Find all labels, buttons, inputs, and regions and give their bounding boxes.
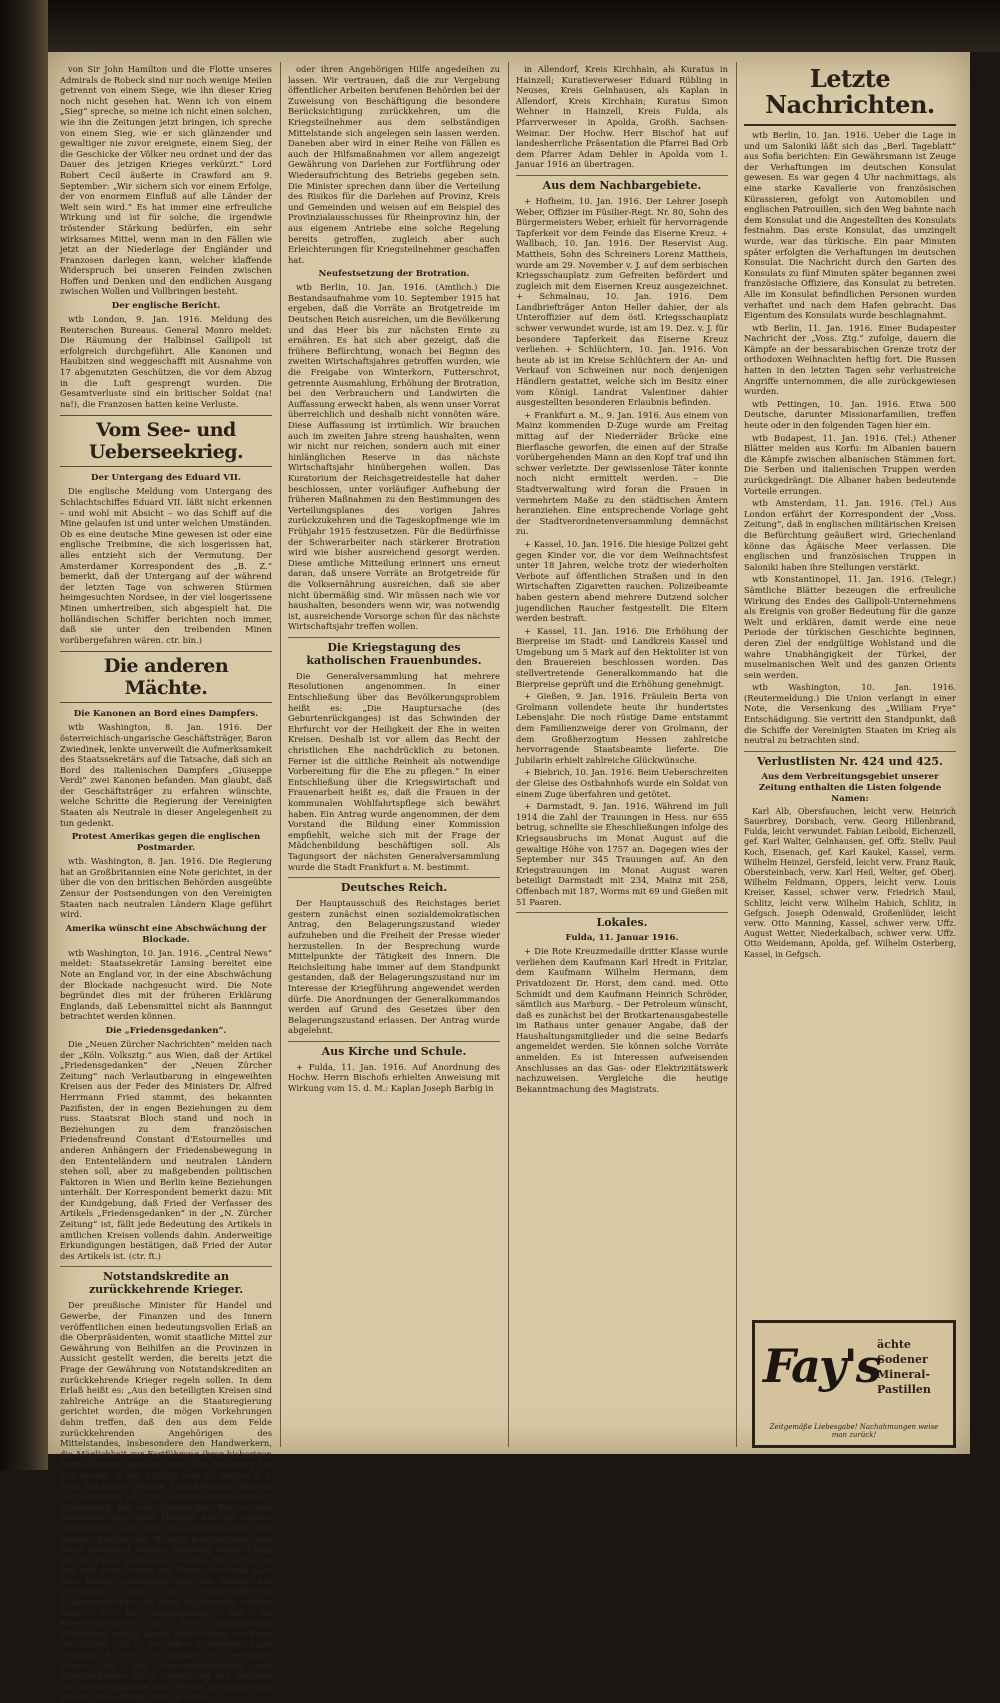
- newspaper-page: [48, 52, 970, 1703]
- advertisement-box: [752, 1320, 956, 1448]
- article-subtitle: Neufestsetzung der Brotration.: [318, 269, 470, 280]
- article-text: + Hofheim, 10. Jan. 1916. Der Lehrer Joseph Weber, Offizier im Füsilier-Regt. Nr. 80, Sohn des Bürgermeisters Weber, erhielt für hervorragende Tapferkeit vor dem Feinde das Eiserne Kreuz. + Wallbach, 10. Jan. 1916. Der Reservist Aug. Mattheis, Sohn des Schreiners Lorenz Mattheis, wurde am 29. November v. J. auf dem serbischen Kriegsschauplatz zum Gefreiten befördert und zugleich mit dem Eisernen Kreuz ausgezeichnet. + Schmalnau, 10. Jan. 1916. Dem Landbriefträger Anton Heller dahier, der als Unteroffizier auf dem östl. Kriegsschauplatz schwer verwundet wurde, ist am 19. Dez. v. J. für besondere Tapferkeit das Eiserne Kreuz verliehen. + Schlüchtern, 10. Jan. 1916. Von heute ab ist im Kreise Schlüchtern der An- und Verkauf von Schweinen nur noch denjenigen Händlern gestattet, welche sich im Besitz einer vom Königl. Landrat Valentiner dahier ausgestellten besonderen Erlaubnis befinden.: [516, 195, 728, 408]
- article-text: Die Generalversammlung hat mehrere Resolutionen angenommen. In einer Entschließung über das Bevölkerungsproblem heißt es: „Die Hauptursache (des Geburtenrückganges) ist das Schwinden der Ehrfurcht vor der Heiligkeit der Ehe in weiten Kreisen. Deshalb ist vor allem das Recht der christlichen Ehe nachdrücklich zu betonen. Ferner ist die sittliche Reinheit als notwendige Vorbereitung für die Ehe zu pflegen.“ In einer Entschließung über die Kriegswirtschaft und Frauenarbeit heißt es, daß die Frauen in der kommunalen Wohlfahrtspflege sich bewährt haben. Ein Antrag wurde angenommen, der dem Vorstand die Bildung einer Kommission empfiehlt, welche sich mit der Frage der Mädchenbildung beschäftigen soll. Als Tagungsort der nächsten Generalversammlung wurde die Stadt Frankfurt a. M. bestimmt.: [288, 670, 500, 872]
- article-text: wtb Budapest, 11. Jan. 1916. (Tel.) Athener Blätter melden aus Korfu: Im Albanien bauern die Kämpfe zwischen albanischen Stämmen fort. Die Serben und italienischen Truppen werden zurückgedrängt. Die Albaner haben bedeutende Vorteile errungen.: [744, 432, 956, 496]
- scan-edge-top: [0, 0, 1000, 52]
- ad-line: Mineral-: [877, 1368, 931, 1381]
- article-text: + Biebrich, 10. Jan. 1916. Beim Ueberschreiten der Gleise des Ostbahnhofs wurde ein Soldat von einem Zuge überfahren und getötet.: [516, 767, 728, 799]
- section-heading: Deutsches Reich.: [288, 877, 500, 894]
- article-text: wtb Konstantinopel, 11. Jan. 1916. (Telegr.) Sämtliche Blätter bezeugen die erfreuliche Wirkung des Endes des Gallipoli-Unternehmens als Ereignis von großer Bedeutung für die ganze Welt und erklären, damit werde eine neue Periode der türkischen Geschichte beginnen, deren Ziel der endgültige Wohlstand und die wahre Unabhängigkeit der Türkei, der muselmanischen Welt und des ganzen Orients sein werden.: [744, 574, 956, 680]
- ad-line: Pastillen: [877, 1383, 931, 1396]
- dateline: Fulda, 11. Januar 1916.: [565, 933, 679, 944]
- article-text: Die englische Meldung vom Untergang des Schlachtschiffes Eduard VII. läßt nicht erkennen – und wohl mit Absicht – wo das Schiff auf die Mine gelaufen ist und unter welchen Umständen. Ob es eine deutsche Mine gewesen ist oder eine englische Treibmine, die sich losgerissen hat, alles entzieht sich der Vermutung. Der Amsterdamer Korrespondent des „B. Z.“ bemerkt, daß der Untergang auf der während der letzten Tage von schweren Stürmen heimgesuchten Nordsee, in der viel losgerissene Minen umhertreiben, sich abgespielt hat. Die holländischen Schiffer berichten noch immer, daß sie unter den treibenden Minen vorübergefahren wären. ctr. bin.): [60, 486, 272, 645]
- article-text: oder ihren Angehörigen Hilfe angedeihen zu lassen. Wir vertrauen, daß die zur Vergebung öffentlicher Arbeiten berufenen Behörden bei der Zuweisung von Beschäftigung die besondere Berücksichtigung zurückkehren, um die Kriegsteilnehmer aus dem selbständigen Mittelstande sich angelegen sein lassen werden. Daneben aber wird in einer Reihe von Fällen es auch der Hilfsmaßnahmen vor allem angezeigt Gewährung von Darlehen zur Fortführung oder Wiederaufrichtung des Betriebs gegeben sein. Die Minister sprechen dann über die Verteilung des Risikos für die Darlehen auf Provinz, Kreis und Gemeinden und weisen auf ein Beispiel des Provinzialausschusses für Rheinprovinz hin, der aus eigenem Antriebe eine solche Regelung bereits getroffen, zugleich aber auch Erleichterungen für Kriegsteilnehmer geschaffen hat.: [288, 64, 500, 265]
- article-text: wtb Washington, 10. Jan. 1916. „Central News“ meldet: Staatssekretär Lansing bereitet eine Note an England vor, in der eine Abschwächung der Blockade nachgesucht wird. Die Note begründet dies mit der früheren Erklärung Englands, daß Lebensmittel nicht als Bannngut betrachtet werden können.: [60, 947, 272, 1022]
- article-text: wtb Washington, 10. Jan. 1916. (Reutermeldung.) Die Union verlangt in einer Note, die Versenkung des „William Frye“ Entschädigung. Sie vertritt den Standpunkt, daß die Schiffe der Vereinigten Staaten im Krieg als neutral zu betrachten sind.: [744, 682, 956, 746]
- column-rule: [280, 62, 281, 1447]
- scan-edge-left: [0, 0, 48, 1470]
- section-heading: Aus Kirche und Schule.: [288, 1041, 500, 1058]
- article-intro: von Sir John Hamilton und die Flotte unseres Admirals de Robeck sind nur noch wenige Meilen getrennt von einem Siege, wie ihn dieser Krieg noch nicht gesehen hat. Wenn ich von einem „Sieg“ spreche, so meine ich nicht einen solchen, wie ihn die Zeitungen jetzt bringen, ich spreche von einem Sieg, wie er sich glänzender und gewaltiger nie zuvor ereignete, einem Sieg, der die Geschicke der Völker neu ordnet und der das Dauer des jetzigen Krieges verkürzt.“ Lord Robert Cecil äußerte in Crawford am 9. September: „Wir sichern sich vor einem Erfolge, der von enormem Einfluß auf alle Länder der Welt sein wird.“ Es hat immer eine erfreuliche Wirkung und ist für solche, die irgendwie tröstender Stärkung bedürfen, ein sehr wirksames Mittel, wenn man in den Fällen wie jetzt an der Niederlage der Engländer und Franzosen darlegen kann, welcher klaffende Widerspruch bei unseren Feinden zwischen Hoffen und Denken und den endlichen Ausgang zwischen Wollen und Vollbringen besteht.: [60, 64, 272, 297]
- section-heading: Lokales.: [516, 912, 728, 929]
- article-subtitle: Protest Amerikas gegen die englischen Postmarder.: [71, 832, 261, 854]
- article-text: wtb London, 9. Jan. 1916. Meldung des Reuterschen Bureaus. General Monro meldet: Die Räumung der Halbinsel Gallipoli ist erfolgreich durchgeführt. Alle Kanonen und Haubitzen sind weggeschafft mit Ausnahme von 17 abgenutzten Geschützen, die vor dem Abzug in die Luft gesprengt wurden. Die Gesamtverluste sind ein britischer Soldat (na! na!), die Franzosen hatten keine Verluste.: [60, 314, 272, 409]
- article-text: + Darmstadt, 9. Jan. 1916. Während im Juli 1914 die Zahl der Trauungen in Hess. nur 655 betrug, schnellte sie Eheschließungen infolge des Kriegsausbruchs im Monat August auf die gewaltige Höhe von 1757 an. Dagegen wies der September nur 345 Trauungen auf. An den Kriegstrauungen im Monat August waren beteiligt Darmstadt mit 234, Mainz mit 258, Offenbach mit 187, Worms mit 69 und Gießen mit 51 Paaren.: [516, 801, 728, 907]
- column-4: [744, 64, 956, 1444]
- article-text: wtb Washington, 8. Jan. 1916. Der österreichisch-ungarische Geschäftsträger, Baron Zwiedinek, lenkte unverweilt die Aufmerksamkeit des Staatssekretärs auf die Tatsache, daß sich an Bord des italienischen Dampfers „Giuseppe Verdi“ zwei Kanonen befanden. Man glaubt, daß der Geschäftsträger zu erfahren wünschte, welche Schritte die Regierung der Vereinigten Staaten als Neutrale in dieser Angelegenheit zu tun gedenkt.: [60, 722, 272, 828]
- article-subtitle: Die „Friedensgedanken“.: [105, 1025, 227, 1036]
- latest-news-heading: Letzte Nachrichten.: [765, 64, 935, 119]
- article-text: wtb Berlin, 11. Jan. 1916. Einer Budapester Nachricht der „Voss. Ztg.“ zufolge, dauern die Kämpfe an der bessarabischen Grenze trotz der orthodoxen Weihnachten heftig fort. Die Russen hatten in den letzten Tagen sehr verlustreiche Angriffe unternommen, die alle zurückgewiesen wurden.: [744, 322, 956, 397]
- column-3: [516, 64, 728, 1444]
- article-text: + Kassel, 10. Jan. 1916. Die hiesige Polizei geht gegen Kinder vor, die vor dem Weihnachtsfest unter 18 Jahren, welche trotz der wiederholten Verbote auf öffentlichen Straßen und in den Wirtschaften Zigaretten rauchen. Polizeibeamte haben gestern abend mehrere Dutzend solcher jugendlichen Raucher festgestellt. Die Eltern werden bestraft.: [516, 538, 728, 624]
- column-2: [288, 64, 500, 1444]
- section-heading: Verlustlisten Nr. 424 und 425.: [744, 751, 956, 768]
- article-text: wtb Berlin, 10. Jan. 1916. (Amtlich.) Die Bestandsaufnahme vom 10. September 1915 hat ergeben, daß die Vorräte an Brotgetreide im Deutschen Reich ausreichen, um die Bevölkerung und das Heer bis zur nächsten Ernte zu ernähren. Es hat sich aber gezeigt, daß die frühere Befürchtung, wonach bei Beginn des zweiten Wirtschaftsjahres getroffen wurden, wie die Freigabe von Winterkorn, Futterschrot, getrennte Ausmahlung, Erhöhung der Brotration, bei den Verbrauchern und Landwirten die Auffassung erweckt haben, als wenn unser Vorrat überreichlich und deshalb nicht vonnöten wäre. Diese Auffassung ist irrtümlich. Wir brauchen auch im zweiten Jahre streng haushalten, wenn wir nicht nur reichen, sondern auch mit einer hinlänglichen Reserve in das nächste Wirtschaftsjahr hinübergehen wollen. Das Kuratorium der Reichsgetreidestelle hat daher beschlossen, unter vorläufiger Aufhebung der früheren Maßnahmen zu den Bestimmungen des Verteilungsplanes des vorigen Jahres zurückzukehren und die Tageskopfmenge wie im Frühjahr 1915 festzusetzen. Für die Bedürfnisse der Schwerarbeiter nach stärkerer Brotration wird wie bisher ausreichend gesorgt werden. Diese amtliche Mitteilung erinnert uns erneut daran, daß unsere Vorräte an Brotgetreide für die Volksernährung ausreichen, daß sie aber nicht übermäßig sind. Wir müssen nach wie vor haushalten, besonders wenn wir, was notwendig ist, ausreichende Vorsorge schon für das nächste Wirtschaftsjahr treffen wollen.: [288, 282, 500, 632]
- article-text: + Kassel, 11. Jan. 1916. Die Erhöhung der Bierpreise im Stadt- und Landkreis Kassel und Umgebung um 5 Mark auf den Hektoliter ist von den Brauereien beschlossen worden. Das stellvertretende Generalkommando hat die Bierpreise geprüft und die Erhöhung genehmigt.: [516, 625, 728, 689]
- article-text: in Allendorf, Kreis Kirchhain, als Kuratus in Hainzell; Kuratieverweser Eduard Rübling in Neuses, Kreis Gelnhausen, als Kaplan in Allendorf, Kreis Kirchhain; Kuratus Simon Wehner in Hainzell, Kreis Fulda, als Pfarrverweser in Apolda, Großh. Sachsen-Weimar. Der Hochw. Herr Bischof hat auf landesherrliche Präsentation die Pfarrei Bad Orb dem Pfarrer Adam Dehler in Apolda vom 1. Januar 1916 an übertragen.: [516, 64, 728, 170]
- article-text: Der Hauptausschuß des Reichstages beriet gestern zunächst einen sozialdemokratischen Antrag, den Belagerungszustand wieder aufzuheben und die Freiheit der Presse wieder herzustellen. In der Besprechung wurde Mittelpunkte der Tätigkeit des Innern. Die Reichsleitung habe immer auf dem Standpunkt gestanden, daß der Belagerungszustand nur im Interesse der Kriegführung angewendet werden dürfe. Die Anordnungen der Generalkommandos werden auf Grund des Gesetzes über den Belagerungszustand erlassen. Der Antrag wurde abgelehnt.: [288, 898, 500, 1036]
- section-heading: Die Kriegstagung des katholischen Frauenbundes.: [288, 637, 500, 667]
- article-text: wtb Berlin, 10. Jan. 1916. Ueber die Lage in und um Saloniki läßt sich das „Berl. Tageblatt“ aus Sofia berichten: Ein Gewährsmann ist Zeuge der Verhaftungen im deutschen Konsulat gewesen. Es war gegen 4 Uhr nachmittags, als eine starke Kavallerie von französischen Kürassieren, gefolgt von Automobilen und englischen Patrouillen, sich den Weg bahnte nach dem Konsulat und die Angestellten des Konsulats festnahm. Das erste Konsulat, das umzingelt wurde, war das türkische. Ein paar Minuten später erfolgten die Verhaftungen im deutschen Konsulat. Die Nachricht durch den Garten des Konsulats zu fünf Minuten später begannen zwei französische Offiziere, das Konsulat zu betreten. Alle im Konsulat befindlichen Personen wurden verhaftet und nach dem Hafen gebracht. Das Eigentum des Konsulats wurde beschlagnahmt.: [744, 130, 956, 321]
- article-subtitle: Der englische Bericht.: [111, 301, 221, 312]
- article-text: wtb Amsterdam, 11. Jan. 1916. (Tel.) Aus London erfährt der Korrespondent der „Voss. Zeitung“, daß in englischen militärischen Kreisen die Befürchtung geäußert wird, Griechenland könne das Ägäische Meer verlassen. Die englischen und französischen Truppen in Saloniki haben ihre Stellungen verstärkt.: [744, 498, 956, 572]
- section-heading: Die anderen Mächte.: [60, 651, 272, 703]
- article-text: + Gießen, 9. Jan. 1916. Fräulein Berta von Grolmann vollendete heute ihr hundertstes Lebensjahr. Die noch rüstige Dame entstammt dem Familienzweige derer von Grolmann, der dem Großherzogtum Hessen zahlreiche hervorragende Staatsbeamte lieferte. Die Jubilarin erhielt zahlreiche Glückwünsche.: [516, 691, 728, 765]
- column-rule: [508, 62, 509, 1447]
- article-text: Die „Neuen Zürcher Nachrichten“ melden nach der „Köln. Volksztg.“ aus Wien, daß der Artikel „Friedensgedanken“ der „Neuen Zürcher Zeitung“ nach Verlautbarung in eingeweihten Kreisen aus der Feder des Ministers Dr. Alfred Herrmann Fried stammt, des bekannten Pazifisten, der in engen Beziehungen zu dem russ. Staatsrat Bloch stand und noch in Beziehungen zu dem französischen Friedensfreund Constant d'Estournelles und anderen Anhängern der Friedensbewegung in den Ententeländern und neutralen Ländern stehen soll, aber zu maßgebenden politischen Faktoren in Wien und Berlin keine Beziehungen unterhält. Der Korrespondent bemerkt dazu: Mit der Kundgebung, daß Fried der Verfasser des Artikels „Friedensgedanken“ in der „N. Zürcher Zeitung“ ist, fällt jede Bedeutung des Artikels in amtlichen Kreisen vollends dahin. Anderweitige Erkundigungen bestätigen, daß Fried der Autor des Artikels ist. (ctr. ft.): [60, 1038, 272, 1261]
- section-heading: Vom See- und Ueberseekrieg.: [60, 415, 272, 467]
- article-text: + Die Rote Kreuzmedaille dritter Klasse wurde verliehen dem Kaufmann Karl Hredt in Fritzlar, dem Kaufmann Wilhelm Hermann, dem Privatdozent Dr. Horst, dem cand. med. Otto Schmidt und dem Kaufmann Heinrich Schröder, sämtlich aus Marburg. – Der Petroleum wünscht, daß es zunächst bei der Brotkartenausgabestelle im Rathaus unter genauer Angabe, daß der Haushaltungsmitglieder und die seine Bedarfs angemeldet werden. Sie können solche Vorräte anmelden. Es ist Interessen aufweisenden Anschlusses an das Gas- oder Elektrizitätswerk nachzuweisen. Vergleiche die heutige Bekanntmachung des Magistrats.: [516, 946, 728, 1094]
- casualty-list: Karl Alb, Obersfauchen, leicht verw. Heinrich Sauerbrey, Dorsbach, verw. Georg Hillenbrand, Fulda, leicht verwundet. Fabian Leibold, Eichenzell, gef. Karl Walter, Gelnhausen, gef. Offz. Stellv. Paul Koch, Eisenach, gef. Karl Kaukel, Kassel, verm. Wilhelm Heinzel, Gersfeld, leicht verw. Franz Rauk, Obersteinbach, verw. Karl Heil, Welter, gef. Oberj. Wilhelm Feldmann, Oppers, leicht verw. Louis Kreiser, Kassel, schwer verw. Friedrich Maul, Schlitz, leicht verw. Wilhelm Habich, Schlitz, in Gefgsch. Joseph Odenwald, Großenlüder, leicht verw. Otto Manning, Kassel, schwer verw. Uffz. August Wetter, Niederkalbach, schwer verw. Uffz. Otto Weidemann, Apolda, gef. Wilhelm Osterberg, Kassel, in Gefgsch.: [744, 806, 956, 959]
- ad-line: ächte: [877, 1338, 911, 1351]
- article-text: Der preußische Minister für Handel und Gewerbe, der Finanzen und des Innern veröffentlichen einen bedeutungsvollen Erlaß an die Oberpräsidenten, womit staatliche Mittel zur Gewährung von Beihilfen an die Provinzen in Aussicht gestellt werden, die bereits jetzt die Frage der Gewährung von Notstandskrediten an zurückkehrende Krieger regeln sollen. In dem Erlaß heißt es: „Aus den beteiligten Kreisen sind zahlreiche Anträge an die Staatsregierung gerichtet worden, die mögen Vorkehrungen dahin treffen, daß den aus dem Felde zurückkehrenden Angehörigen des Mittelstandes, insbesondere den Handwerkern, die Möglichkeit zur Fortführung ihrer bisherigen Berufstätigkeit gegeben wird. Die Reichstag hat sich bereits in der Sitzung vom 25. August d. J. dem Reichstag gefaßte Entschließung. Endlich ist neuerdings auch der Generalfeldmarschall v. Hindenburg bei den zuständigen Reichs- und Staatsbehörden unter Hinweis auf das ebenso Pflichtgefühl und den unerschütterlichen Mut unserer Krieger den Wunsch kundgegeben, daß durch möglichst baldige Regelung dieser Frage den im Felde stehenden Soldaten die Sorge um ihre und ihrer Frauen und Kinder Schicksal nach dem Kriege genommen und die Gefahr der Verarmung und des wirtschaftlichen Zusammenbruchs von ihnen abgewendet werden möge. Es ist anzuerkennen, daß die Kriegsteilnehmer aus dem selbständigen Mittelstand infolge langer Abwesenheit von ihren Geschäften sich in besonders schwieriger Lage befinden. Es wird die Aufgabe der beteiligten Kreise sein, den Gewerbetreibenden und Kleinkaufleuten durch Gewährung von Krediten die Wiederaufnahme ihrer Berufe zu ermöglichen und auf diese Weise Hilfe zu leisten.: [60, 1300, 272, 1703]
- article-text: + Frankfurt a. M., 9. Jan. 1916. Aus einem von Mainz kommenden D-Zuge wurde am Freitag mittag auf der Niederräder Brücke eine Bierflasche geworfen, die einen auf der Straße vorübergehenden Mann an den Kopf traf und ihn schwer verletzte. Der gewissenlose Täter konnte noch nicht ermittelt werden. – Die Stadtverwaltung wird foran die Frauen in vermehrtem Maße zu den städtischen Ämtern heranziehen. Eine entsprechende Vorlage geht der Stadtverordnetenversammlung demnächst zu.: [516, 409, 728, 537]
- article-subtitle: Amerika wünscht eine Abschwächung der Blockade.: [65, 923, 267, 945]
- article-subtitle: Der Untergang des Eduard VII.: [91, 473, 241, 484]
- ad-brand: Fay's: [763, 1339, 880, 1393]
- section-heading: Aus dem Nachbargebiete.: [516, 175, 728, 192]
- article-text: wtb Pettingen, 10. Jan. 1916. Etwa 500 Deutsche, darunter Missionarfamilien, treffen heute oder in den folgenden Tagen hier ein.: [744, 398, 956, 431]
- article-text: wtb. Washington, 8. Jan. 1916. Die Regierung hat an Großbritannien eine Note gerichtet, in der über die von den britischen Behörden ausgeübte Zensur der Postsendungen von den Vereinigten Staaten nach neutralen Ländern Klage geführt wird.: [60, 856, 272, 920]
- ad-footer: Zeitgemäße Liebesgabe! Nachahmungen weise man zurück!: [769, 1423, 939, 1439]
- article-subtitle: Die Kanonen an Bord eines Dampfers.: [73, 709, 259, 720]
- column-rule: [736, 62, 737, 1447]
- ad-product-text: [877, 1337, 949, 1397]
- ad-line: Sodener: [877, 1353, 928, 1366]
- article-subtitle: Aus dem Verbreitungsgebiet unserer Zeitung enthalten die Listen folgende Namen:: [758, 771, 942, 804]
- article-text: + Fulda, 11. Jan. 1916. Auf Anordnung des Hochw. Herrn Bischofs erhielten Anweisung mit Wirkung vom 15. d. M.: Kaplan Joseph Barbig in: [288, 1061, 500, 1094]
- column-1: [60, 64, 272, 1703]
- section-heading: Notstandskredite an zurückkehrende Krieger.: [60, 1266, 272, 1296]
- heading-rule: [744, 124, 956, 126]
